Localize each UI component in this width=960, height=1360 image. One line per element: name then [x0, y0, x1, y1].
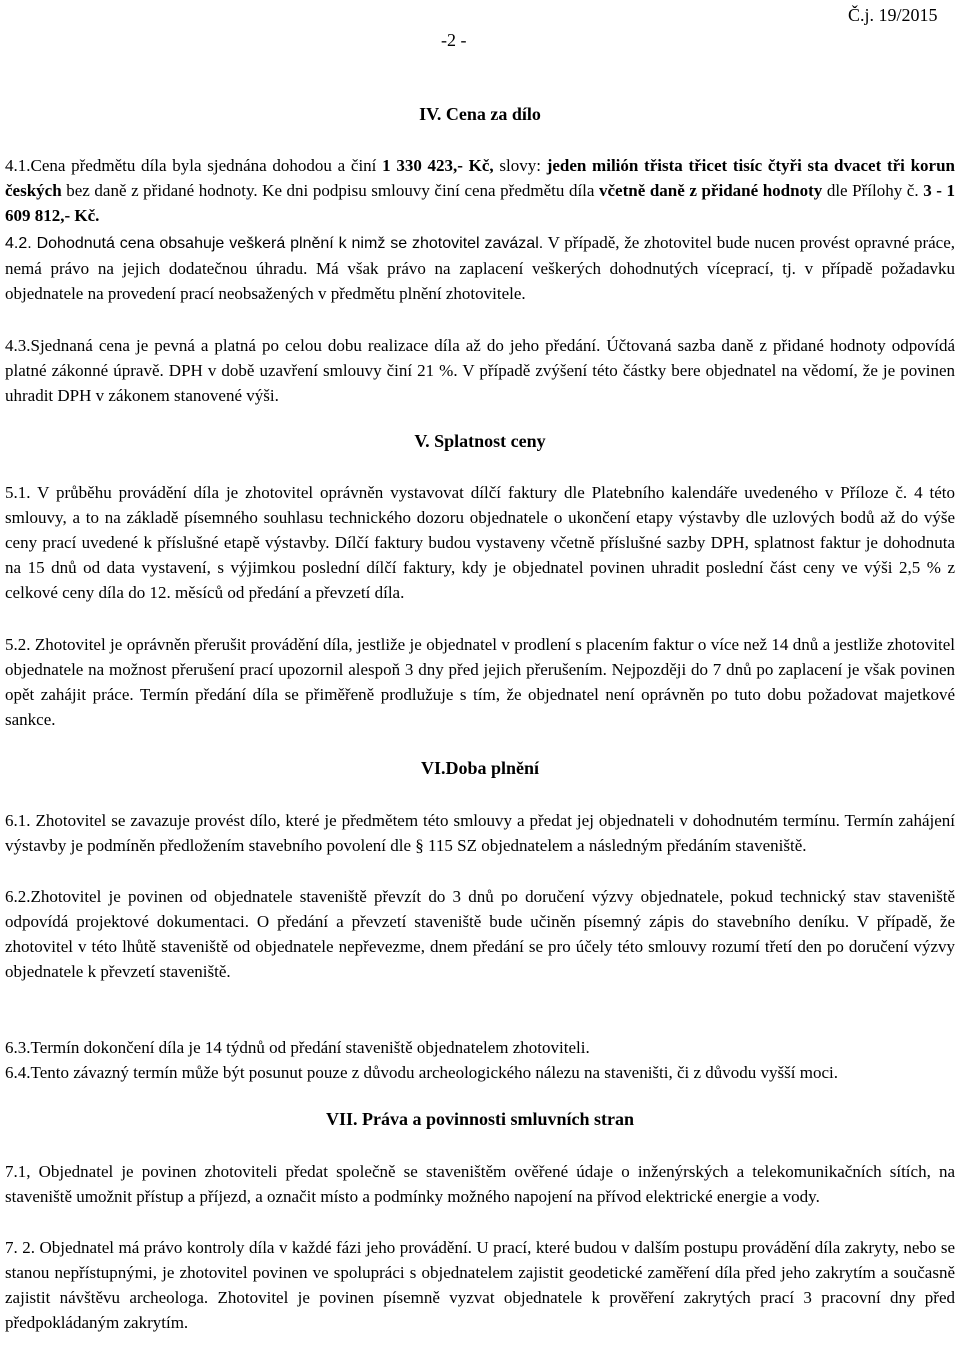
- section-vii-title: VII. Práva a povinnosti smluvních stran: [325, 1109, 635, 1129]
- paragraph-7-1: 7.1, Objednatel je povinen zhotoviteli předat společně se staveništěm ověřené údaje o inženýrských a telekomunikačních sítích, na staveniště umožnit přístup a příjezd, a označit místo a podmínky možného napojení na přívod elektrické energie a vody.: [5, 1162, 955, 1206]
- document-reference: Č.j. 19/2015: [848, 5, 938, 25]
- paragraph-4-1: 4.1.Cena předmětu díla byla sjednána dohodou a činí 1 330 423,- Kč, slovy: jeden milión třista třicet tisíc čtyři sta dvacet tři korun českých bez daně z přidané hodnoty. Ke dni podpisu smlouvy činí cena předmětu díla včetně daně z přidané hodnoty dle Přílohy č. 3 - 1 609 812,- Kč.: [5, 156, 956, 225]
- section-v-title: V. Splatnost ceny: [414, 431, 546, 451]
- paragraph-5-2: 5.2. Zhotovitel je oprávněn přerušit provádění díla, jestliže je objednatel v prodlení s placením faktur o více než 14 dnů a jestliže zhotovitel objednatele na možnost přerušení prací upozornil alespoň 3 dny před jejich přerušením. Nejpozději do 7 dnů po zaplacení je však povinen opět zahájit práce. Termín předání díla se přiměřeně prodlužuje s tím, že objednatel není oprávněn po tuto dobu požadovat majetkové sankce.: [5, 635, 955, 729]
- section-vi-title: VI.Doba plnění: [420, 758, 540, 778]
- paragraph-5-1: 5.1. V průběhu provádění díla je zhotovitel oprávněn vystavovat dílčí faktury dle Platebního kalendáře uvedeného v Příloze č. 4 této smlouvy, a to na základě písemného souhlasu technického dozoru objednatele o ukončení etapy výstavby dle uzlových bodů až do výše ceny prací uvedené k příslušné etapě výstavby. Dílčí faktury budou vystaveny včetně příslušné sazby DPH, splatnost faktur je dohodnuta na 15 dnů od data vystavení, s výjimkou poslední dílčí faktury, kdy je objednatel povinen uhradit poslední část ceny ve výši 2,5 % z celkové ceny díla do 12. měsíců od předání a převzetí díla.: [5, 483, 955, 602]
- paragraph-4-2: 4.2. Dohodnutá cena obsahuje veškerá plnění k nimž se zhotovitel zavázal. V případě, že zhotovitel bude nucen provést opravné práce, nemá právo na jejich dodatečnou úhradu. Má však právo na zaplacení veškerých dohodnutých víceprací, tj. v případě požadavku objednatele na provedení prací neobsažených v předmětu plnění zhotovitele.: [5, 233, 956, 303]
- paragraph-6-4: 6.4.Tento závazný termín může být posunut pouze z důvodu archeologického nálezu na staveništi, či z důvodu vyšší moci.: [5, 1063, 838, 1082]
- paragraph-6-1: 6.1. Zhotovitel se zavazuje provést dílo, které je předmětem této smlouvy a předat jej objednateli v dohodnutém termínu. Termín zahájení výstavby je podmíněn předložením stavebního povolení dle § 115 SZ objednatelem a následným předáním staveniště.: [5, 811, 955, 855]
- paragraph-6-2: 6.2.Zhotovitel je povinen od objednatele staveniště převzít do 3 dnů po doručení výzvy objednatele, pokud technický stav staveniště odpovídá projektové dokumentaci. O předání a převzetí staveniště bude učiněn písemný zápis do stavebního deníku. V případě, že zhotovitel v této lhůtě staveniště od objednatele nepřevezme, dnem předání se pro účely této smlouvy rozumí třetí den po doručení výzvy objednatele k převzetí staveniště.: [5, 887, 955, 981]
- paragraph-7-2: 7. 2. Objednatel má právo kontroly díla v každé fázi jeho provádění. U prací, které budou v dalším postupu provádění díla zakryty, nebo se stanou nepřístupnými, je zhotovitel povinen ve spolupráci s objednatelem zajistit geodetické zaměření díla před jeho zakrytím a současně zajistit návštěvu archeologa. Zhotovitel je povinen písemně vyzvat objednatele k prověření zakrytých prací 3 pracovní dny před předpokládaným zakrytím.: [5, 1238, 955, 1332]
- page-number: -2 -: [441, 30, 467, 50]
- section-iv-title: IV. Cena za dílo: [419, 104, 541, 124]
- paragraph-4-3: 4.3.Sjednaná cena je pevná a platná po celou dobu realizace díla až do jeho předání. Účtovaná sazba daně z přidané hodnoty odpovídá platné zákonné úpravě. DPH v době uzavření smlouvy činí 21 %. V případě zvýšení této částky bere objednatel na vědomí, že je povinen uhradit DPH v zákonem stanovené výši.: [5, 336, 955, 405]
- paragraph-6-3: 6.3.Termín dokončení díla je 14 týdnů od předání staveniště objednatelem zhotoviteli.: [5, 1038, 590, 1057]
